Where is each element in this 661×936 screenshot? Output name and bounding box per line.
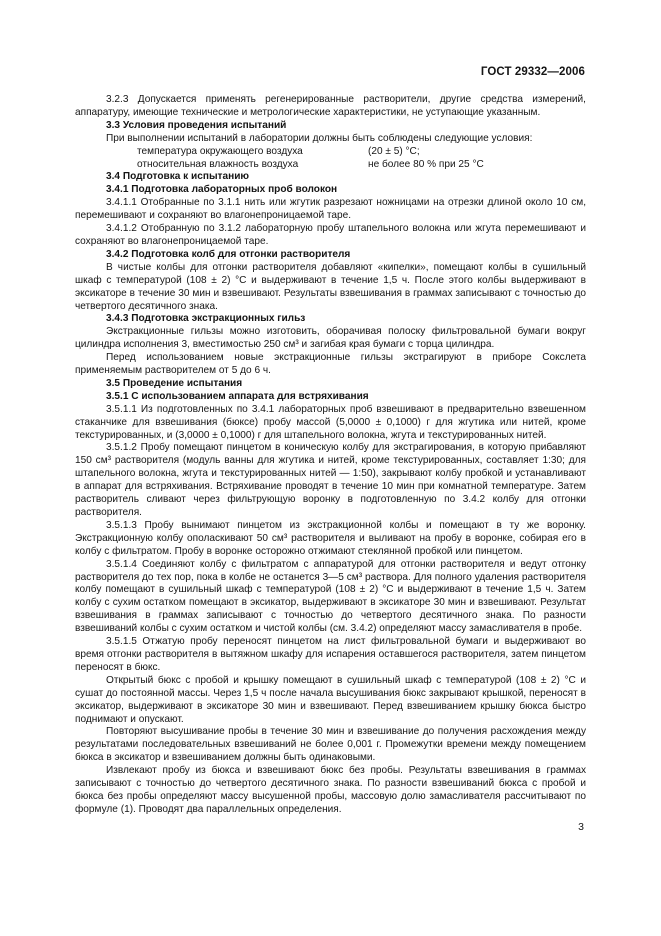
condition-label: относительная влажность воздуха (137, 158, 299, 170)
body-paragraph: При выполнении испытаний в лаборатории должны быть соблюдены следующие условия: (106, 132, 533, 144)
condition-value: не более 80 % при 25 °C (368, 158, 484, 170)
page-number: 3 (578, 821, 584, 833)
conditions-row (75, 146, 586, 159)
condition-value: (20 ± 5) °C; (368, 145, 420, 157)
body-paragraph: Перед использованием новые экстракционные гильзы экстрагируют в приборе Сокслета применяемым растворителем от 5 до 6 ч. (75, 352, 586, 377)
body-paragraph: 3.5.1.1 Из подготовленных по 3.4.1 лабораторных проб взвешивают в предварительно взвешенном стаканчике для взвешивания (бюксе) пробу массой (5,0000 ± 0,1000) г для жгутика или нитей, кроме текстурированных, и (3,0000 ± 0,1000) г для штапельного волокна, жгута и текстурированных нитей. (75, 403, 586, 441)
condition-label: температура окружающего воздуха (137, 145, 303, 157)
body-paragraph: Открытый бюкс с пробой и крышку помещают в сушильный шкаф с температурой (108 ± 2) °C и сушат до постоянной массы. Через 1,5 ч после начала высушивания бюкс закрывают крышкой, переносят в эксикатор, выдерживают в эксикаторе 30 мин и взвешивают. Перед взвешиванием крышку бюкса быстро поднимают и опускают. (75, 674, 586, 725)
body-paragraph: Экстракционные гильзы можно изготовить, оборачивая полоску фильтровальной бумаги вокруг цилиндра исполнения 3, вместимостью 250 см³ и загибая края бумаги с торца цилиндра. (75, 326, 586, 351)
section-heading: 3.5.1 С использованием аппарата для встряхивания (106, 390, 369, 402)
body-paragraph: 3.5.1.2 Пробу помещают пинцетом в коническую колбу для экстрагирования, в которую прибавляют 150 см³ растворителя (модуль ванны для жгутика и нитей, кроме текстурированных, составляет 1:30; для штапельного волокна, жгута и текстурированных нитей — 1:50), закрывают колбу пробкой и устанавливают в аппарат для встряхивания. Встряхивание проводят в течение 10 мин при комнатной температуре. Затем растворитель сливают через фильтрующую воронку в подготовленную по 3.4.2 колбу для отгонки растворителя. (75, 442, 586, 518)
section-heading: 3.4.3 Подготовка экстракционных гильз (106, 313, 306, 325)
body-paragraph: 3.5.1.5 Отжатую пробу переносят пинцетом на лист фильтровальной бумаги и выдерживают во время отгонки растворителя в вытяжном шкафу для испарения оставшегося растворителя, затем пинцетом переносят в бюкс. (75, 636, 586, 673)
body-paragraph: 3.4.1.2 Отобранную по 3.1.2 лабораторную пробу штапельного волокна или жгута перемешивают и сохраняют во влагонепроницаемой таре. (75, 223, 586, 247)
body-paragraph: Извлекают пробу из бюкса и взвешивают бюкс без пробы. Результаты взвешивания в граммах записывают с точностью до четвертого десятичного знака. По разности взвешиваний бюкса с пробой и бюкса без пробы определяют массу высушенной пробы, массовую долю замасливателя рассчитывают по формуле (1). Проводят два параллельных определения. (75, 765, 586, 815)
body-paragraph: 3.5.1.4 Соединяют колбу с фильтратом с аппаратурой для отгонки растворителя и ведут отгонку растворителя до тех пор, пока в колбе не останется 3—5 см³ раствора. Для полного удаления растворителя колбу помещают в сушильный шкаф с температурой (108 ± 2) °C и выдерживают в течение 1,5 ч. Затем колбу с сухим остатком помещают в эксикатор, выдерживают в эксикаторе 30 мин и взвешивают. Результат взвешивания в граммах записывают с точностью до четвертого десятичного знака. По разности взвешиваний колбы с сухим остатком и чистой колбы (см. 3.4.2) определяют массу замасливателя в пробе. (75, 558, 586, 635)
section-heading: 3.5 Проведение испытания (106, 377, 243, 389)
conditions-row (75, 159, 586, 172)
section-heading: 3.4.1 Подготовка лабораторных проб волокон (106, 184, 338, 196)
body-paragraph: В чистые колбы для отгонки растворителя добавляют «кипелки», помещают колбы в сушильный шкаф с температурой (108 ± 2) °C и выдерживают в течение 1,5 ч. После этого колбы выдерживают в эксикаторе в течение 30 мин и взвешивают. Результаты взвешивания в граммах записывают с точностью до четвертого десятичного знака. (75, 261, 586, 312)
section-heading: 3.4 Подготовка к испытанию (106, 171, 250, 183)
section-heading: 3.4.2 Подготовка колб для отгонки растворителя (106, 248, 351, 260)
body-paragraph: 3.5.1.3 Пробу вынимают пинцетом из экстракционной колбы и помещают в ту же воронку. Экстракционную колбу ополаскивают 50 см³ растворителя и выливают на пробу в воронке, собирая его в колбу с фильтратом. Пробу в воронке осторожно отжимают стеклянной пробкой или пинцетом. (75, 519, 586, 557)
section-heading: 3.3 Условия проведения испытаний (106, 119, 287, 131)
document-body (75, 94, 586, 817)
body-paragraph: Повторяют высушивание пробы в течение 30 мин и взвешивание до получения расхождения между результатами последовательных взвешиваний не более 0,001 г. Промежутки времени между помещением бюкса в эксикатор и взвешиванием должны быть одинаковыми. (75, 726, 586, 764)
standard-header: ГОСТ 29332—2006 (480, 66, 585, 78)
body-paragraph: 3.4.1.1 Отобранные по 3.1.1 нить или жгутик разрезают ножницами на отрезки длиной около 10 см, перемешивают и сохраняют во влагонепроницаемой таре. (75, 197, 586, 222)
body-paragraph: 3.2.3 Допускается применять регенерированные растворители, другие средства измерений, аппаратуру, имеющие технические и метрологические характеристики, не уступающие указанным. (75, 94, 586, 118)
